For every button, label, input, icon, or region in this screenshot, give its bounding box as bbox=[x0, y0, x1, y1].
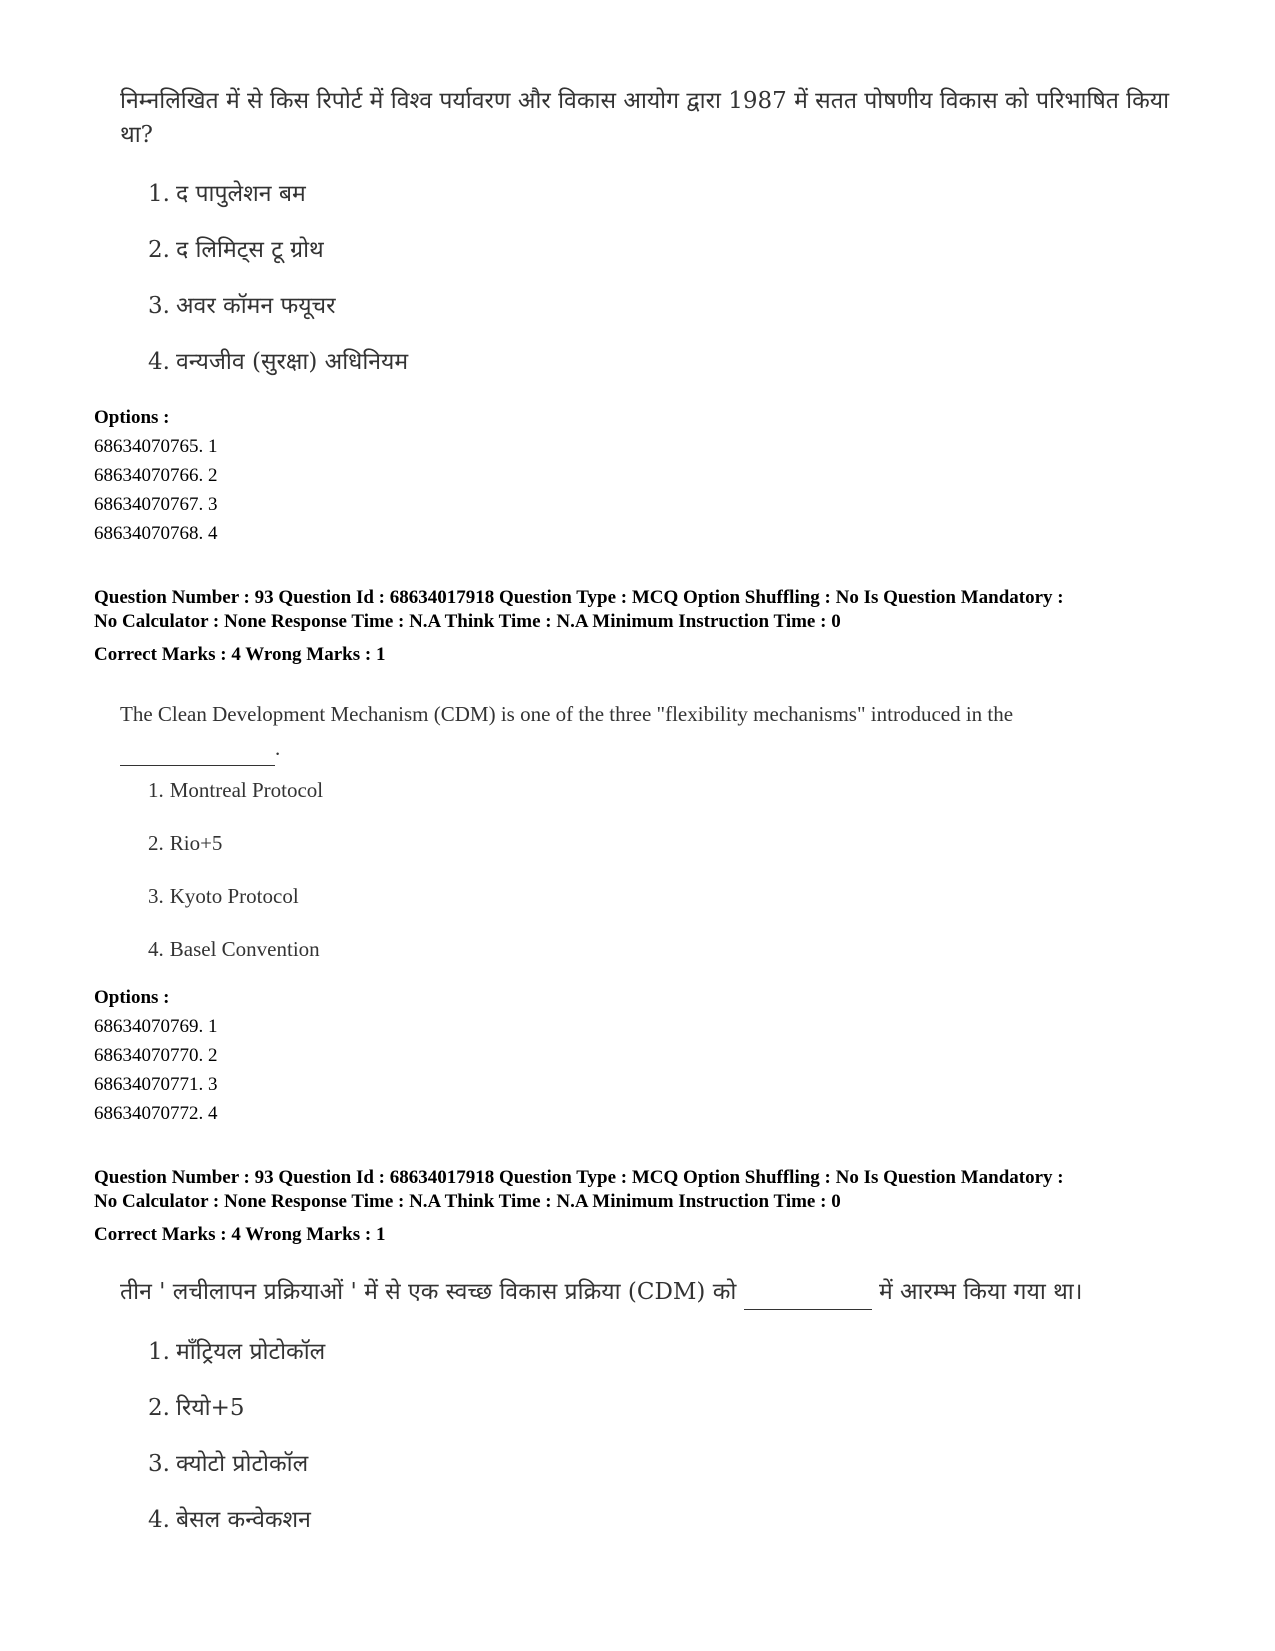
option-label: क्योटो प्रोटोकॉल bbox=[175, 1451, 309, 1477]
options-heading: Options : bbox=[94, 987, 170, 1008]
meta-line-1: Question Number : 93 Question Id : 68634017918 Question Type : MCQ Option Shuffling : No Is Question Mandatory : bbox=[94, 1167, 1064, 1188]
option-label: Kyoto Protocol bbox=[169, 884, 299, 908]
meta-line-1: Question Number : 93 Question Id : 68634017918 Question Type : MCQ Option Shuffling : No Is Question Mandatory : bbox=[94, 587, 1064, 608]
question-2-option-3 bbox=[148, 884, 299, 909]
question-3-text bbox=[120, 1275, 1170, 1310]
question-2-meta bbox=[94, 586, 1194, 634]
question-3-meta bbox=[94, 1166, 1194, 1214]
option-label: बेसल कन्वेकशन bbox=[175, 1507, 311, 1533]
option-number: 2. bbox=[148, 1395, 170, 1421]
answer-blank bbox=[744, 1275, 872, 1310]
option-label: मॉंट्रियल प्रोटोकॉल bbox=[175, 1339, 326, 1365]
option-id: 68634070771. 3 bbox=[94, 1074, 218, 1095]
option-label: द पापुलेशन बम bbox=[175, 181, 306, 207]
question-3-option-3 bbox=[148, 1446, 308, 1478]
question-text-before: तीन ' लचीलापन प्रक्रियाओं ' में से एक स्वच्छ विकास प्रक्रिया (CDM) को bbox=[120, 1279, 737, 1305]
question-1-option-1 bbox=[148, 176, 306, 208]
option-id: 68634070766. 2 bbox=[94, 465, 218, 486]
option-label: रियो+5 bbox=[175, 1395, 245, 1421]
question-1-text: निम्नलिखित में से किस रिपोर्ट में विश्व पर्यावरण और विकास आयोग द्वारा 1987 में सतत पोषणीय विकास को परिभाषित किया था? bbox=[120, 88, 1170, 148]
option-number: 3. bbox=[148, 1451, 170, 1477]
option-label: द लिमिट्स टू ग्रोथ bbox=[175, 237, 324, 263]
option-label: अवर कॉमन फयूचर bbox=[175, 293, 336, 319]
option-id: 68634070768. 4 bbox=[94, 523, 218, 544]
question-3-marks: Correct Marks : 4 Wrong Marks : 1 bbox=[94, 1224, 386, 1245]
option-label: Basel Convention bbox=[169, 937, 320, 961]
question-text-after: में आरम्भ किया गया था। bbox=[878, 1279, 1083, 1305]
option-id: 68634070769. 1 bbox=[94, 1016, 218, 1037]
question-2-text bbox=[120, 697, 1170, 766]
option-number: 1. bbox=[148, 778, 164, 802]
answer-blank bbox=[120, 731, 275, 766]
meta-line-2: No Calculator : None Response Time : N.A Think Time : N.A Minimum Instruction Time : 0 bbox=[94, 1191, 841, 1212]
question-3-option-2 bbox=[148, 1390, 245, 1422]
option-id: 68634070765. 1 bbox=[94, 436, 218, 457]
option-number: 2. bbox=[148, 831, 164, 855]
option-number: 4. bbox=[148, 937, 164, 961]
options-heading: Options : bbox=[94, 407, 170, 428]
question-3-option-1 bbox=[148, 1334, 325, 1366]
option-number: 4. bbox=[148, 349, 170, 375]
question-text-after: . bbox=[275, 736, 281, 760]
question-1-option-2 bbox=[148, 232, 324, 264]
question-1-option-3 bbox=[148, 288, 336, 320]
option-number: 4. bbox=[148, 1507, 170, 1533]
question-2-marks: Correct Marks : 4 Wrong Marks : 1 bbox=[94, 644, 386, 665]
option-number: 1. bbox=[148, 1339, 170, 1365]
option-id: 68634070767. 3 bbox=[94, 494, 218, 515]
option-number: 1. bbox=[148, 181, 170, 207]
option-label: Montreal Protocol bbox=[169, 778, 324, 802]
option-id: 68634070770. 2 bbox=[94, 1045, 218, 1066]
option-number: 2. bbox=[148, 237, 170, 263]
question-text-before: The Clean Development Mechanism (CDM) is one of the three "flexibility mechanisms" introduced in the bbox=[120, 702, 1014, 726]
question-2-option-4 bbox=[148, 937, 320, 962]
option-label: वन्यजीव (सुरक्षा) अधिनियम bbox=[175, 349, 409, 375]
option-id: 68634070772. 4 bbox=[94, 1103, 218, 1124]
option-number: 3. bbox=[148, 884, 164, 908]
option-label: Rio+5 bbox=[169, 831, 223, 855]
question-2-option-1 bbox=[148, 778, 323, 803]
option-number: 3. bbox=[148, 293, 170, 319]
question-1-option-4 bbox=[148, 344, 408, 376]
meta-line-2: No Calculator : None Response Time : N.A Think Time : N.A Minimum Instruction Time : 0 bbox=[94, 611, 841, 632]
question-2-option-2 bbox=[148, 831, 222, 856]
question-3-option-4 bbox=[148, 1502, 311, 1534]
